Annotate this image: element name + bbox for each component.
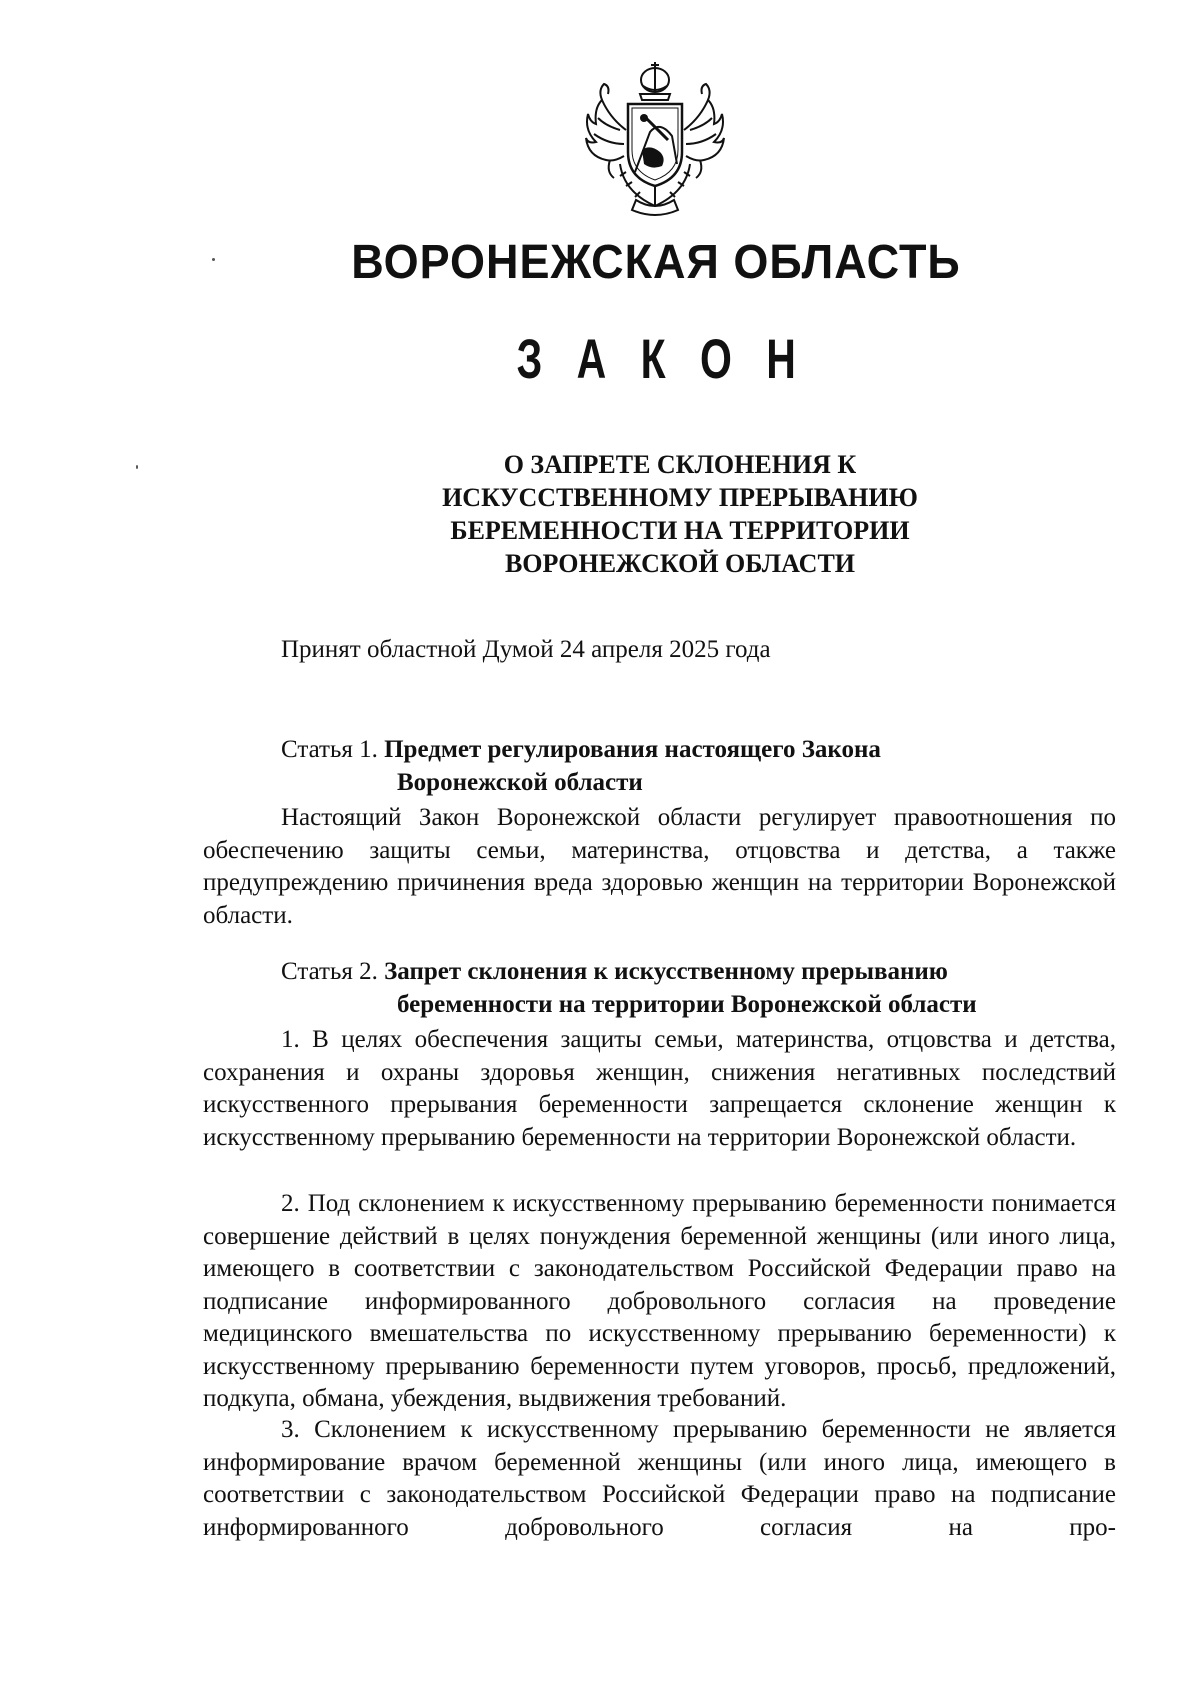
article-title: Предмет регулирования настоящего Закона — [384, 736, 881, 763]
article-2-clause-2: 2. Под склонением к искусственному прерыванию беременности понимается совершение действий в целях понуждения беременной женщины (или иного лица, имеющего в соответствии с законодательством Российской Федерации право на подписание информированного добровольного согласия на проведение медицинского вмешательства по искусственному прерыванию беременности) к искусственному прерыванию беременности путем уговоров, просьб, предложений, подкупа, обмана, убеждения, выдвижения требований. — [203, 1190, 1116, 1412]
law-title — [260, 448, 1100, 580]
law-title-line: ВОРОНЕЖСКОЙ ОБЛАСТИ — [504, 549, 856, 578]
law-title-line: БЕРЕМЕННОСТИ НА ТЕРРИТОРИИ — [450, 516, 910, 545]
article-title-continued: беременности на территории Воронежской области — [397, 991, 977, 1018]
law-title-line: ИСКУССТВЕННОМУ ПРЕРЫВАНИЮ — [442, 483, 918, 512]
article-2-clause-3: 3. Склонением к искусственному прерыванию беременности не является информирование врачом беременной женщины (или иного лица, имеющего в соответствии с законодательством Российской Федерации право на подписание информированного добровольного согласия на про- — [203, 1416, 1116, 1541]
article-title-continued: Воронежской области — [397, 769, 643, 796]
article-2-clause-1: 1. В целях обеспечения защиты семьи, материнства, отцовства и детства, сохранения и охраны здоровья женщин, снижения негативных последствий искусственного прерывания беременности запрещается склонение женщин к искусственному прерыванию беременности на территории Воронежской области. — [203, 1026, 1116, 1151]
region-name: ВОРОНЕЖСКАЯ ОБЛАСТЬ — [351, 233, 961, 289]
adoption-date: Принят областной Думой 24 апреля 2025 года — [281, 636, 771, 663]
scan-speck — [136, 465, 138, 469]
article-label: Статья 1. — [281, 736, 378, 763]
article-1-paragraph: Настоящий Закон Воронежской области регулирует правоотношения по обеспечению защиты семьи, материнства, отцовства и детства, а также предупреждению причинения вреда здоровью женщин на территории Воронежской области. — [203, 804, 1116, 929]
law-title-line: О ЗАПРЕТЕ СКЛОНЕНИЯ К — [503, 450, 857, 479]
article-2-heading — [281, 955, 977, 1021]
article-label: Статья 2. — [281, 958, 378, 985]
article-1-heading — [281, 733, 881, 799]
document-type: З А К О Н — [516, 327, 808, 391]
article-title: Запрет склонения к искусственному прерыванию — [384, 958, 948, 985]
coat-of-arms-icon — [580, 60, 730, 220]
